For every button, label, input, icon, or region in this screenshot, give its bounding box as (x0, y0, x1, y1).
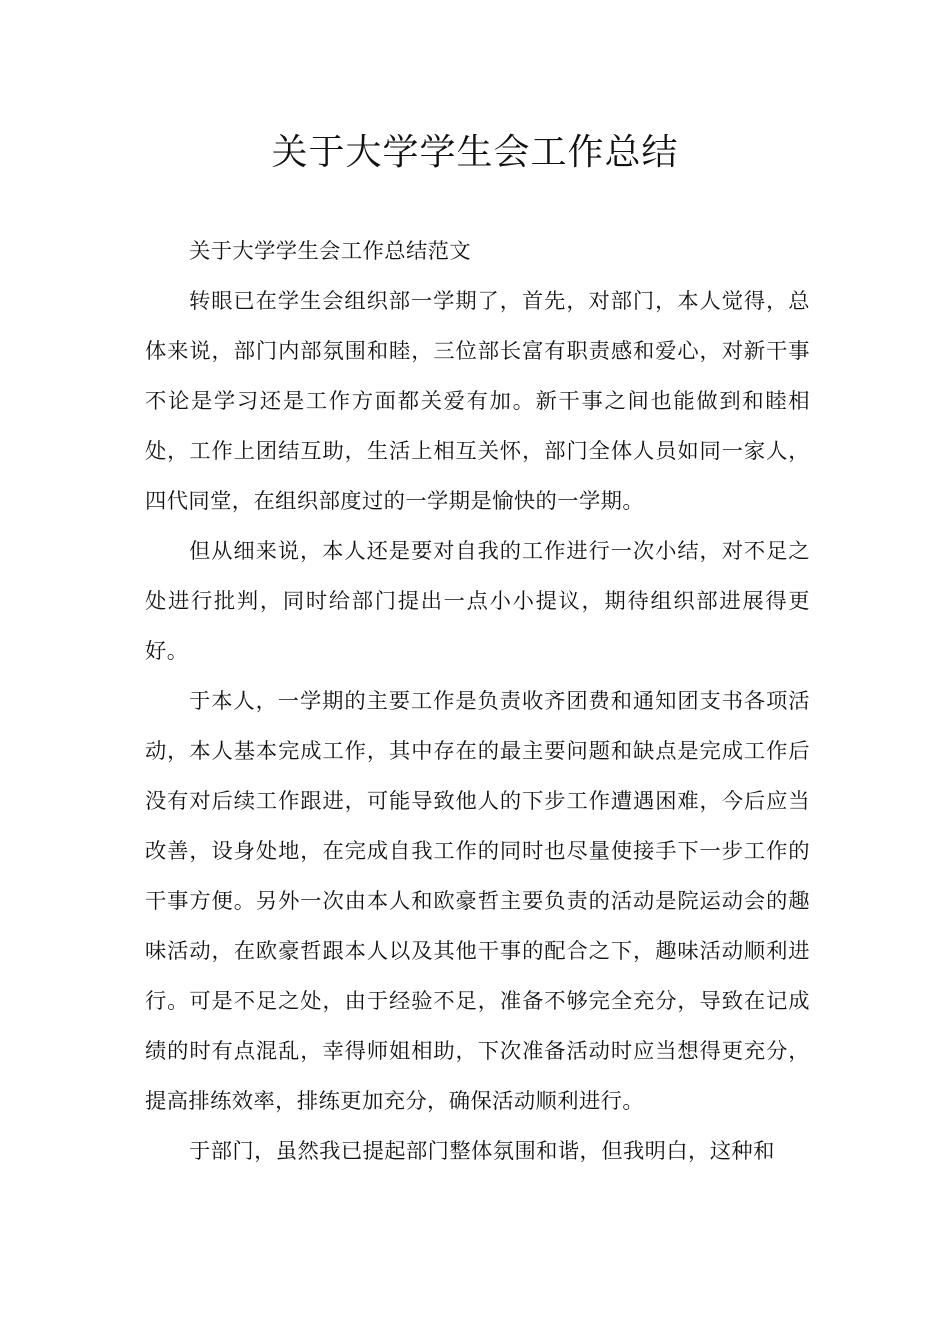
paragraph: 于本人，一学期的主要工作是负责收齐团费和通知团支书各项活动，本人基本完成工作，其中存在的最主要问题和缺点是完成工作后没有对后续工作跟进，可能导致他人的下步工作遭遇困难，今后应当改善，设身处地，在完成自我工作的同时也尽量使接手下一步工作的干事方便。另外一次由本人和欧豪哲主要负责的活动是院运动会的趣味活动，在欧豪哲跟本人以及其他干事的配合之下，趣味活动顺利进行。可是不足之处，由于经验不足，准备不够完全充分，导致在记成绩的时有点混乱，幸得师姐相助，下次准备活动时应当想得更充分，提高排练效率，排练更加充分，确保活动顺利进行。 (145, 689, 810, 1114)
paragraph-subtitle: 关于大学学生会工作总结范文 (189, 239, 472, 264)
document-body (145, 227, 810, 1177)
paragraph: 于部门，虽然我已提起部门整体氛围和谐，但我明白，这种和 (189, 1139, 775, 1164)
paragraph: 转眼已在学生会组织部一学期了，首先，对部门，本人觉得，总体来说，部门内部氛围和睦，三位部长富有职责感和爱心，对新干事不论是学习还是工作方面都关爱有加。新干事之间也能做到和睦相处，工作上团结互助，生活上相互关怀，部门全体人员如同一家人，四代同堂，在组织部度过的一学期是愉快的一学期。 (145, 289, 810, 514)
document-title: 关于大学学生会工作总结 (271, 132, 679, 173)
paragraph: 但从细来说，本人还是要对自我的工作进行一次小结，对不足之处进行批判，同时给部门提出一点小小提议，期待组织部进展得更好。 (145, 539, 810, 664)
